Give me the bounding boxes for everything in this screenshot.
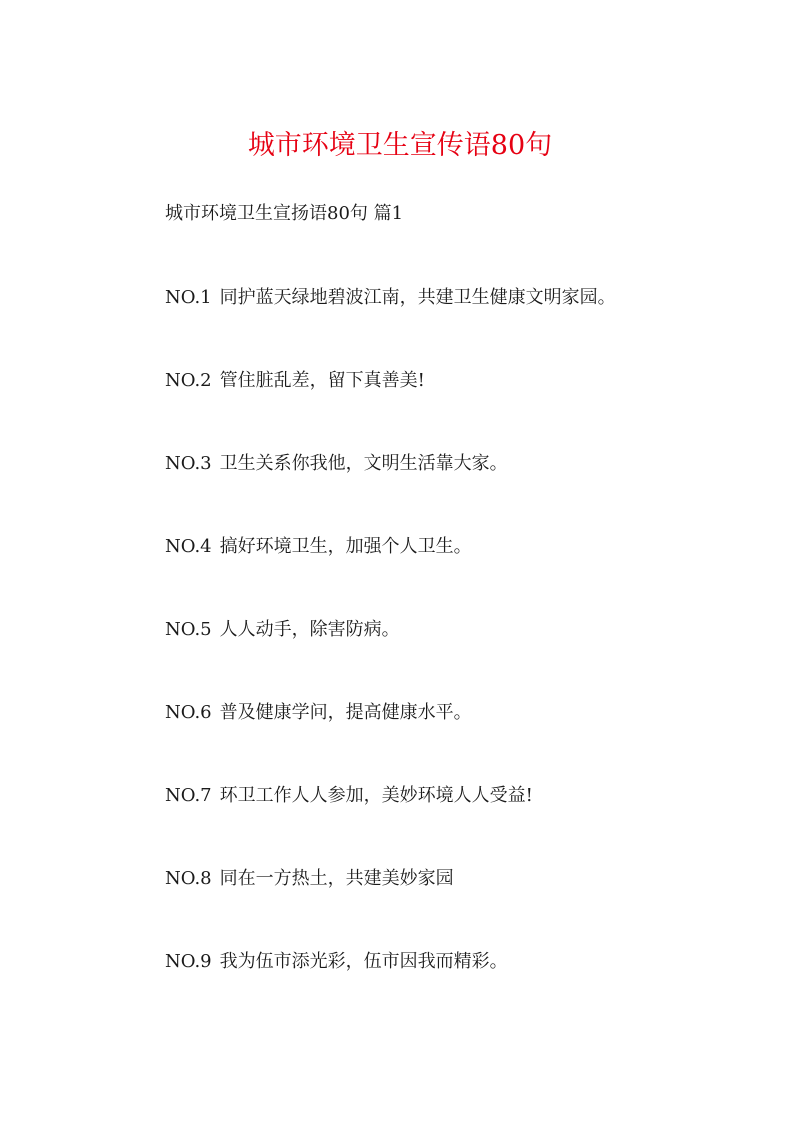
list-item [165,284,616,367]
list-item [165,533,616,616]
list-item [165,367,616,450]
entry-text: 搞好环境卫生，加强个人卫生。 [219,536,472,557]
entry-number: NO.5 [165,619,212,640]
list-item [165,865,616,948]
entry-text: 卫生关系你我他，文明生活靠大家。 [219,453,508,474]
entry-text: 环卫工作人人参加，美妙环境人人受益! [219,785,533,806]
entry-text: 同护蓝天绿地碧波江南，共建卫生健康文明家园。 [219,287,616,308]
entry-number: NO.3 [165,453,212,474]
entry-number: NO.2 [165,370,212,391]
document-title: 城市环境卫生宣传语80句 [247,130,553,161]
entry-text: 同在一方热土，共建美妙家园 [219,868,454,889]
section-heading: 城市环境卫生宣扬语80句 篇1 [165,203,404,224]
entry-number: NO.8 [165,868,212,889]
entry-text: 我为伍市添光彩，伍市因我而精彩。 [219,951,508,972]
entry-text: 人人动手，除害防病。 [219,619,400,640]
entry-number: NO.4 [165,536,212,557]
entry-number: NO.9 [165,951,212,972]
list-item [165,616,616,699]
entry-number: NO.6 [165,702,212,723]
list-item [165,948,616,1031]
list-item [165,699,616,782]
entry-number: NO.1 [165,287,212,308]
slogan-list [165,284,616,1031]
entry-text: 普及健康学问，提高健康水平。 [219,702,472,723]
list-item [165,450,616,533]
list-item [165,782,616,865]
entry-text: 管住脏乱差，留下真善美! [219,370,425,391]
entry-number: NO.7 [165,785,212,806]
